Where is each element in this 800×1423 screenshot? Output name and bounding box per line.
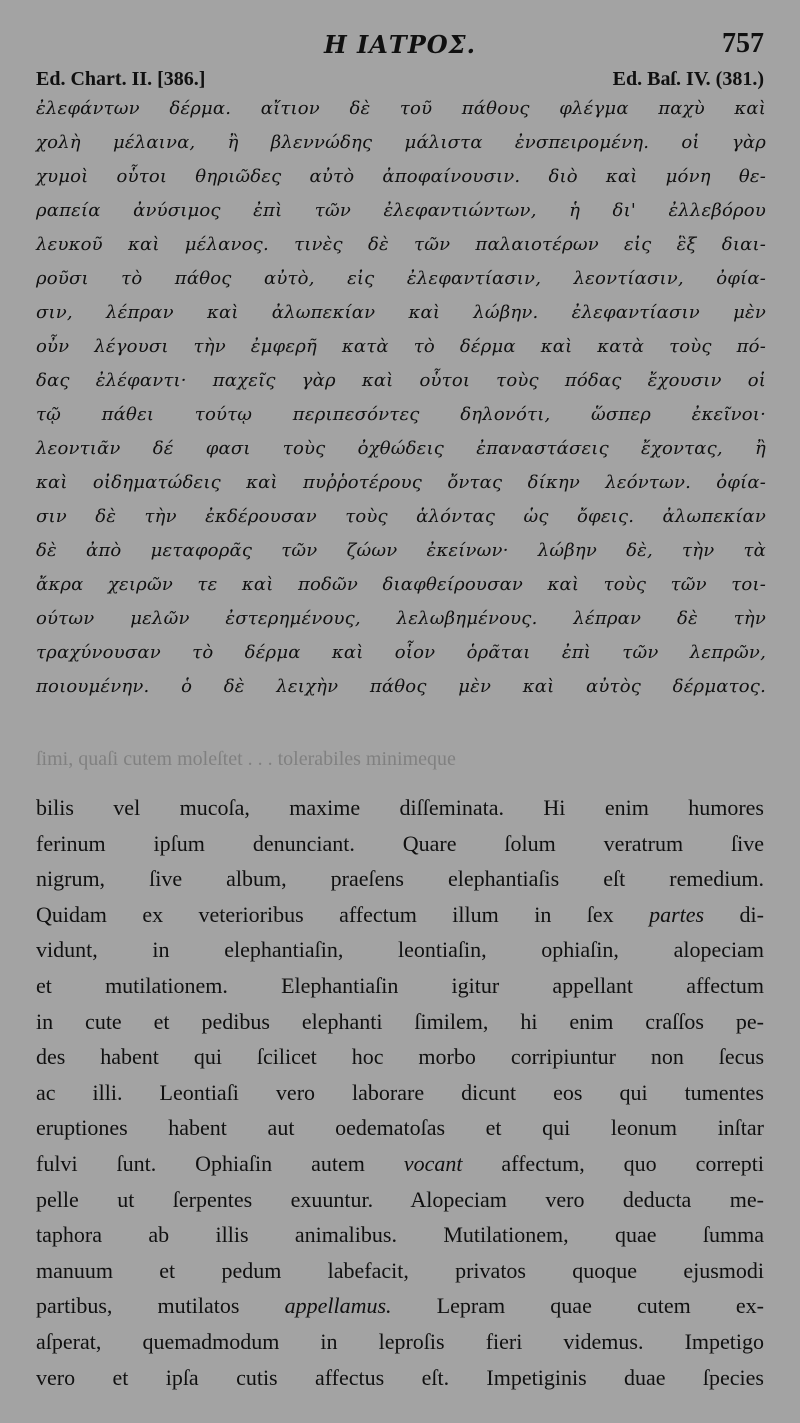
edition-reference-right: Ed. Baſ. IV. (381.) bbox=[612, 68, 764, 90]
greek-line: χολὴ μέλαινα, ἢ βλεννώδης μάλιστα ἐνσπειρομένη. οἱ γὰρ bbox=[36, 132, 766, 153]
latin-line: eruptiones habent aut oedematoſas et qui leonum inſtar bbox=[36, 1115, 764, 1141]
greek-line: ἄκρα χειρῶν τε καὶ ποδῶν διαφθείρουσαν καὶ τοὺς τῶν τοι- bbox=[36, 574, 766, 595]
greek-line: σιν, λέπραν καὶ ἀλωπεκίαν καὶ λώβην. ἐλεφαντίασιν μὲν bbox=[36, 302, 766, 323]
greek-line: ποιουμένην. ὁ δὲ λειχὴν πάθος μὲν καὶ αὐτὸς δέρματος. bbox=[36, 676, 766, 697]
greek-line: ροῦσι τὸ πάθος αὐτὸ, εἰς ἐλεφαντίασιν, λεοντίασιν, ὀφία- bbox=[36, 268, 766, 289]
latin-line bbox=[36, 1288, 764, 1324]
latin-line: bilis vel mucoſa, maxime diſſeminata. Hi enim humores bbox=[36, 795, 764, 820]
latin-line: aſperat, quemadmodum in leproſis fieri videmus. Impetigo bbox=[36, 1328, 764, 1354]
latin-line: ferinum ipſum denunciant. Quare ſolum veratrum ſive bbox=[36, 830, 764, 856]
latin-line: manuum et pedum labefacit, privatos quoque ejusmodi bbox=[36, 1257, 764, 1283]
latin-line: vero et ipſa cutis affectus eſt. Impetiginis duae ſpecies bbox=[36, 1364, 764, 1390]
latin-line: taphora ab illis animalibus. Mutilationem, quae ſumma bbox=[36, 1222, 764, 1248]
latin-translation-block bbox=[36, 790, 764, 1395]
italic-word: vocant bbox=[403, 1150, 463, 1176]
latin-line: vidunt, in elephantiaſin, leontiaſin, ophiaſin, alopeciam bbox=[36, 937, 764, 963]
latin-line bbox=[36, 897, 764, 933]
latin-line: in cute et pedibus elephanti ſimilem, hi enim craſſos pe- bbox=[36, 1008, 764, 1034]
latin-line: pelle ut ſerpentes exuuntur. Alopeciam vero deducta me- bbox=[36, 1186, 764, 1212]
latin-line: et mutilationem. Elephantiaſin igitur appellant affectum bbox=[36, 972, 764, 998]
edition-reference-left: Ed. Chart. II. [386.] bbox=[36, 68, 206, 90]
greek-line: τραχύνουσαν τὸ δέρμα καὶ οἷον ὁρᾶται ἐπὶ τῶν λεπρῶν, bbox=[36, 642, 766, 663]
greek-line: καὶ οἰδηματώδεις καὶ πυῤῥοτέρους ὄντας δίκην λεόντων. ὀφία- bbox=[36, 472, 766, 493]
latin-line: ac illi. Leontiaſi vero laborare dicunt eos qui tumentes bbox=[36, 1079, 764, 1105]
greek-line: ραπεία ἀνύσιμος ἐπὶ τῶν ἐλεφαντιώντων, ἡ δι' ἐλλεβόρου bbox=[36, 200, 766, 221]
italic-word: appellamus. bbox=[284, 1293, 392, 1319]
greek-line: σιν δὲ τὴν ἐκδέρουσαν τοὺς ἁλόντας ὡς ὄφεις. ἀλωπεκίαν bbox=[36, 506, 766, 527]
text-segment: partibus, mutilatos bbox=[36, 1293, 285, 1319]
italic-word: partes bbox=[649, 901, 705, 927]
page-number: 757 bbox=[722, 28, 764, 59]
greek-line: τῷ πάθει τούτῳ περιπεσόντες δηλονότι, ὥσπερ ἐκεῖνοι· bbox=[36, 404, 766, 425]
text-segment: Lepram quae cutem ex- bbox=[391, 1293, 765, 1319]
greek-line: οὖν λέγουσι τὴν ἐμφερῆ κατὰ τὸ δέρμα καὶ κατὰ τοὺς πό- bbox=[36, 336, 766, 357]
greek-line: χυμοὶ οὗτοι θηριῶδες αὐτὸ ἀποφαίνουσιν. διὸ καὶ μόνη θε- bbox=[36, 166, 766, 187]
greek-line: λεοντιᾶν δέ φασι τοὺς ὀχθώδεις ἐπαναστάσεις ἔχοντας, ἢ bbox=[36, 438, 766, 459]
greek-line: ἐλεφάντων δέρμα. αἴτιον δὲ τοῦ πάθους φλέγμα παχὺ καὶ bbox=[36, 98, 766, 119]
running-title: Η ΙΑΤΡΟΣ. bbox=[323, 30, 476, 59]
text-segment: di- bbox=[704, 901, 764, 927]
greek-line: ούτων μελῶν ἐστερημένους, λελωβημένους. λέπραν δὲ τὴν bbox=[36, 608, 766, 629]
text-segment: affectum, quo correpti bbox=[462, 1150, 764, 1176]
greek-line: λευκοῦ καὶ μέλανος. τινὲς δὲ τῶν παλαιοτέρων εἰς ἓξ διαι- bbox=[36, 234, 766, 255]
bleed-through-text: ſimi, quaſi cutem moleſtet . . . tolerabiles minimeque bbox=[36, 748, 456, 770]
greek-text-block bbox=[36, 92, 766, 704]
text-segment: fulvi ſunt. Ophiaſin autem bbox=[36, 1150, 404, 1176]
greek-line: δας ἐλέφαντι· παχεῖς γὰρ καὶ οὗτοι τοὺς πόδας ἔχουσιν οἱ bbox=[36, 370, 766, 391]
latin-line: des habent qui ſcilicet hoc morbo corripiuntur non ſecus bbox=[36, 1044, 764, 1070]
latin-line: nigrum, ſive album, praeſens elephantiaſis eſt remedium. bbox=[36, 866, 764, 892]
latin-line bbox=[36, 1146, 764, 1182]
greek-line: δὲ ἀπὸ μεταφορᾶς τῶν ζώων ἐκείνων· λώβην δὲ, τὴν τὰ bbox=[36, 540, 766, 561]
text-segment: Quidam ex veterioribus affectum illum in ſex bbox=[36, 901, 650, 927]
